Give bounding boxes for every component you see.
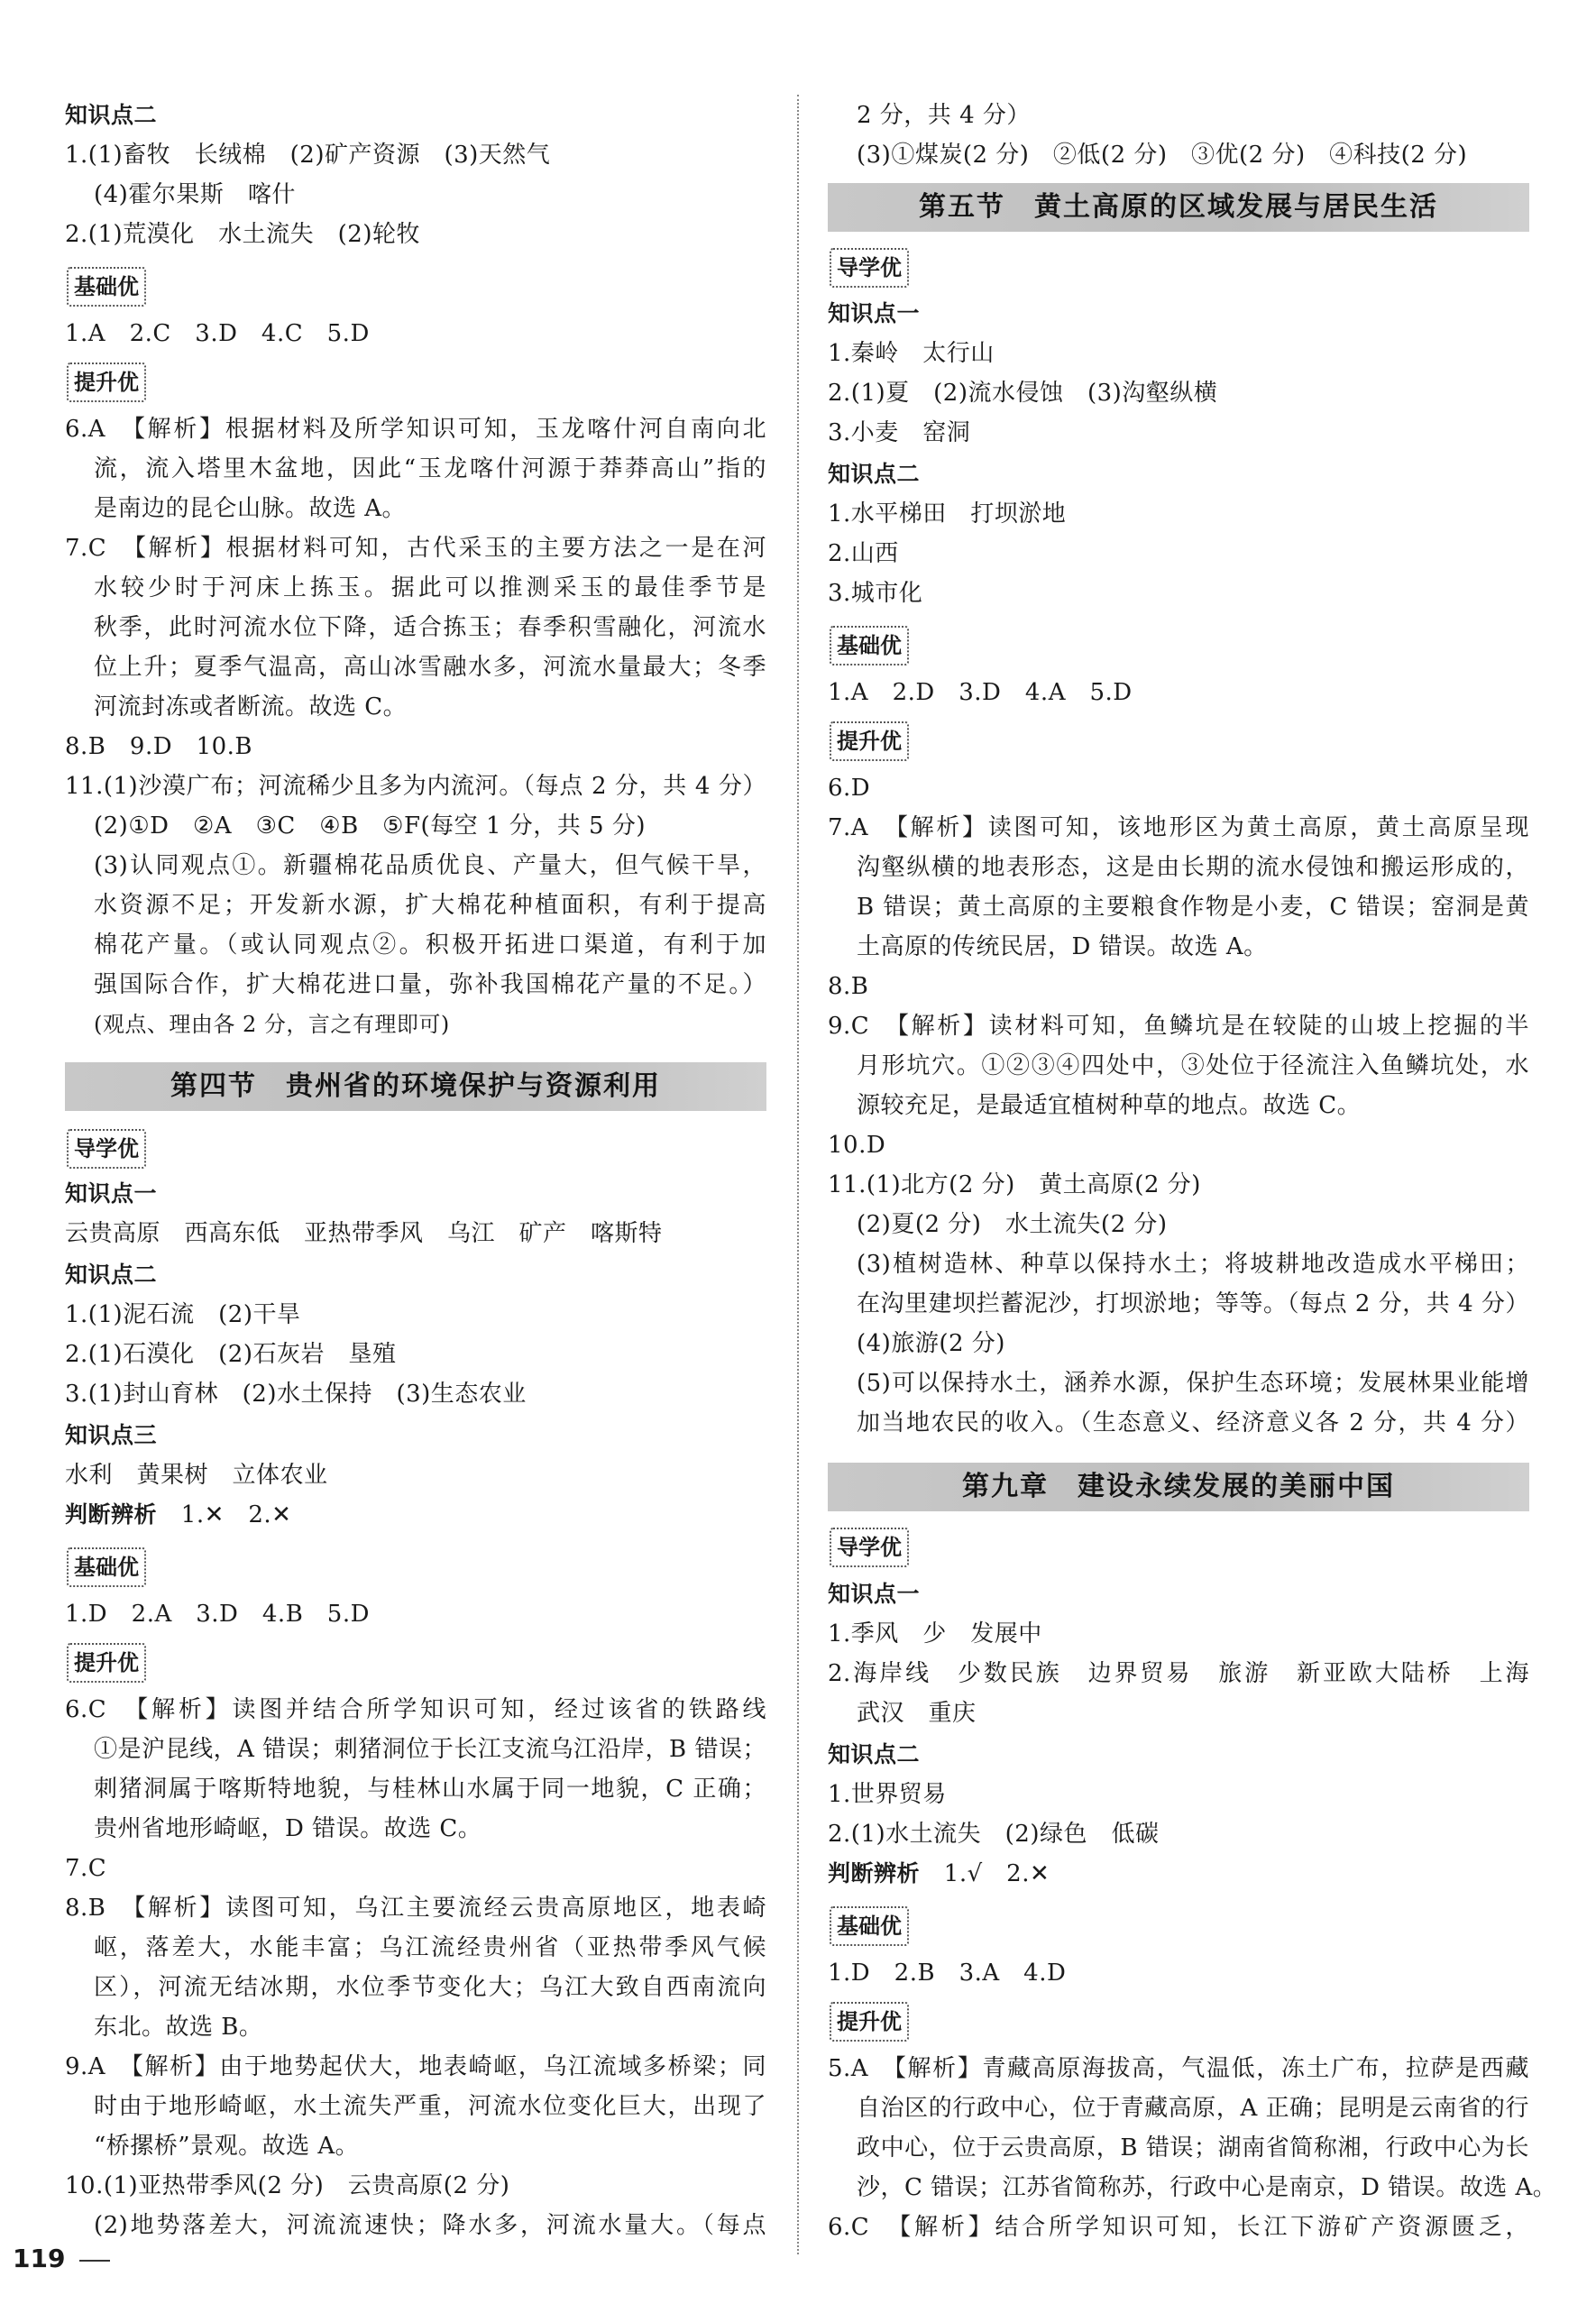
answer-line: 1.D 2.B 3.A 4.D bbox=[828, 1960, 1067, 1987]
answer-line: 7.C bbox=[65, 1855, 107, 1882]
answer-line: 贵州省地形崎岖，D 错误。故选 C。 bbox=[94, 1815, 482, 1842]
answer-line: (观点、理由各 2 分，言之有理即可) bbox=[94, 1012, 450, 1037]
answer-line: 2.(1)夏 (2)流水侵蚀 (3)沟壑纵横 bbox=[828, 380, 1218, 407]
answer-line: 水资源不足；开发新水源，扩大棉花种植面积，有利于提高 bbox=[94, 892, 766, 919]
answer-line: 云贵高原 西高东低 亚热带季风 乌江 矿产 喀斯特 bbox=[65, 1220, 663, 1247]
answer-line: 时由于地形崎岖，水土流失严重，河流水位变化巨大，出现了 bbox=[94, 2093, 766, 2120]
answer-line: 3.(1)封山育林 (2)水土保持 (3)生态农业 bbox=[65, 1381, 527, 1408]
answer-line: 是南边的昆仑山脉。故选 A。 bbox=[94, 495, 407, 522]
answer-line: 土高原的传统民居，D 错误。故选 A。 bbox=[857, 933, 1268, 960]
answer-line: 政中心，位于云贵高原，B 错误；湖南省简称湘，行政中心为长 bbox=[857, 2134, 1529, 2162]
answer-line: 2.(1)水土流失 (2)绿色 低碳 bbox=[828, 1821, 1160, 1848]
answer-line: 8.B 9.D 10.B bbox=[65, 733, 253, 760]
answer-line: 1.季风 少 发展中 bbox=[828, 1620, 1042, 1648]
answer-line: 刺猪洞属于喀斯特地貌，与桂林山水属于同一地貌，C 正确； bbox=[94, 1776, 766, 1803]
answer-line: 9.A 【解析】由于地势起伏大，地表崎岖，乌江流域多桥梁；同 bbox=[65, 2053, 766, 2080]
badge-jichu: 基础优 bbox=[830, 1906, 909, 1946]
answer-line: 河流封冻或者断流。故选 C。 bbox=[94, 693, 408, 721]
answer-line: 1.(1)畜牧 长绒棉 (2)矿产资源 (3)天然气 bbox=[65, 142, 551, 169]
answer-line: 东北。故选 B。 bbox=[94, 2014, 263, 2041]
badge-tisheng: 提升优 bbox=[830, 2002, 909, 2042]
judge-answers: 1.✕ 2.✕ bbox=[180, 1501, 292, 1528]
answer-line: 1.D 2.A 3.D 4.B 5.D bbox=[65, 1601, 370, 1628]
answer-line: 11.(1)北方(2 分) 黄土高原(2 分) bbox=[828, 1171, 1201, 1198]
section-label: 知识点一 bbox=[828, 1581, 921, 1607]
page-number: 119 bbox=[13, 2244, 66, 2273]
judge-line bbox=[65, 1499, 291, 1531]
answer-line: 2.山西 bbox=[828, 540, 899, 567]
answer-line: 流，流入塔里木盆地，因此“玉龙喀什河源于莽莽高山”指的 bbox=[94, 455, 766, 482]
badge-daoxue: 导学优 bbox=[830, 248, 909, 288]
judge-label: 判断辨析 bbox=[828, 1860, 921, 1886]
answer-line: 棉花产量。（或认同观点②。积极开拓进口渠道，有利于加 bbox=[94, 932, 766, 959]
judge-label: 判断辨析 bbox=[65, 1501, 158, 1528]
section-label: 知识点二 bbox=[828, 1741, 921, 1767]
section-label: 知识点二 bbox=[65, 1262, 158, 1288]
judge-line bbox=[828, 1858, 1050, 1890]
answer-line: 7.A 【解析】读图可知，该地形区为黄土高原，黄土高原呈现 bbox=[828, 814, 1529, 841]
answer-line: 水较少时于河床上拣玉。据此可以推测采玉的最佳季节是 bbox=[94, 574, 766, 601]
judge-answers: 1.√ 2.✕ bbox=[943, 1860, 1050, 1887]
section-title-band: 第四节 贵州省的环境保护与资源利用 bbox=[65, 1062, 766, 1111]
answer-line: 沙，C 错误；江苏省简称苏，行政中心是南京，D 错误。故选 A。 bbox=[857, 2174, 1557, 2201]
answer-line: 10.(1)亚热带季风(2 分) 云贵高原(2 分) bbox=[65, 2172, 510, 2199]
answer-line: 强国际合作，扩大棉花进口量，弥补我国棉花产量的不足。） bbox=[94, 971, 766, 998]
answer-line: 区），河流无结冰期，水位季节变化大；乌江大致自西南流向 bbox=[94, 1974, 766, 2001]
answer-line: 2.海岸线 少数民族 边界贸易 旅游 新亚欧大陆桥 上海 bbox=[828, 1660, 1529, 1687]
badge-tisheng: 提升优 bbox=[830, 721, 909, 761]
badge-tisheng: 提升优 bbox=[67, 363, 146, 402]
answer-line: 9.C 【解析】读材料可知，鱼鳞坑是在较陡的山坡上挖掘的半 bbox=[828, 1013, 1529, 1040]
badge-jichu: 基础优 bbox=[830, 626, 909, 665]
answer-line: 1.水平梯田 打坝淤地 bbox=[828, 500, 1067, 528]
answer-line: 10.D bbox=[828, 1132, 886, 1159]
answer-line: 5.A 【解析】青藏高原海拔高，气温低，冻土广布，拉萨是西藏 bbox=[828, 2055, 1529, 2082]
badge-jichu: 基础优 bbox=[67, 267, 146, 307]
answer-line: 6.C 【解析】结合所学知识可知，长江下游矿产资源匮乏， bbox=[828, 2214, 1529, 2241]
answer-line: 月形坑穴。①②③④四处中，③处位于径流注入鱼鳞坑处，水 bbox=[857, 1052, 1529, 1079]
page-number-dash bbox=[79, 2260, 110, 2262]
answer-line: 8.B bbox=[828, 973, 869, 1000]
answer-line: 6.C 【解析】读图并结合所学知识可知，经过该省的铁路线 bbox=[65, 1696, 766, 1723]
answer-line: 11.(1)沙漠广布；河流稀少且多为内流河。（每点 2 分，共 4 分） bbox=[65, 773, 766, 800]
answer-line: (2)夏(2 分) 水土流失(2 分) bbox=[857, 1211, 1168, 1238]
answer-line: 源较充足，是最适宜植树种草的地点。故选 C。 bbox=[857, 1092, 1362, 1119]
badge-tisheng: 提升优 bbox=[67, 1643, 146, 1683]
answer-line: (4)霍尔果斯 喀什 bbox=[94, 181, 296, 208]
answer-line: 自治区的行政中心，位于青藏高原，A 正确；昆明是云南省的行 bbox=[857, 2095, 1529, 2122]
badge-daoxue: 导学优 bbox=[67, 1129, 146, 1169]
answer-line: 1.秦岭 太行山 bbox=[828, 340, 995, 367]
answer-line: 3.城市化 bbox=[828, 580, 923, 607]
section-label: 知识点二 bbox=[65, 102, 158, 128]
section-label: 知识点一 bbox=[828, 300, 921, 326]
answer-line: 7.C 【解析】根据材料可知，古代采玉的主要方法之一是在河 bbox=[65, 535, 766, 562]
answer-line: 1.A 2.C 3.D 4.C 5.D bbox=[65, 320, 370, 347]
answer-line: 2 分，共 4 分） bbox=[857, 102, 1031, 129]
answer-line: 在沟里建坝拦蓄泥沙，打坝淤地；等等。（每点 2 分，共 4 分） bbox=[857, 1290, 1529, 1317]
answer-line: 6.A 【解析】根据材料及所学知识可知，玉龙喀什河自南向北 bbox=[65, 416, 766, 443]
answer-line: ①是沪昆线，A 错误；刺猪洞位于长江支流乌江沿岸，B 错误； bbox=[94, 1736, 766, 1763]
answer-line: 1.(1)泥石流 (2)干旱 bbox=[65, 1301, 301, 1328]
section-label: 知识点一 bbox=[65, 1180, 158, 1207]
answer-line: 2.(1)石漠化 (2)石灰岩 垦殖 bbox=[65, 1341, 397, 1368]
answer-line: 位上升；夏季气温高，高山冰雪融水多，河流水量最大；冬季 bbox=[94, 654, 766, 681]
answer-line: (3)认同观点①。新疆棉花品质优良、产量大，但气候干旱， bbox=[94, 852, 766, 879]
answer-line: 1.世界贸易 bbox=[828, 1781, 947, 1808]
chapter-title-band: 第九章 建设永续发展的美丽中国 bbox=[828, 1463, 1529, 1511]
column-divider bbox=[797, 95, 799, 2254]
answer-line: 沟壑纵横的地表形态，这是由长期的流水侵蚀和搬运形成的， bbox=[857, 854, 1529, 881]
answer-line: 6.D bbox=[828, 775, 871, 802]
answer-line: 2.(1)荒漠化 水土流失 (2)轮牧 bbox=[65, 221, 420, 248]
answer-line: (4)旅游(2 分) bbox=[857, 1330, 1005, 1357]
answer-line: 3.小麦 窑洞 bbox=[828, 419, 971, 446]
answer-line: (5)可以保持水土，涵养水源，保护生态环境；发展林果业能增 bbox=[857, 1370, 1529, 1397]
answer-line: “桥摞桥”景观。故选 A。 bbox=[94, 2133, 360, 2160]
answer-line: 8.B 【解析】读图可知，乌江主要流经云贵高原地区，地表崎 bbox=[65, 1895, 766, 1922]
answer-line: 加当地农民的收入。（生态意义、经济意义各 2 分，共 4 分） bbox=[857, 1409, 1529, 1436]
answer-line: 秋季，此时河流水位下降，适合拣玉；春季积雪融化，河流水 bbox=[94, 614, 766, 641]
answer-line: B 错误；黄土高原的主要粮食作物是小麦，C 错误；窑洞是黄 bbox=[857, 894, 1529, 921]
answer-line: (3)①煤炭(2 分) ②低(2 分) ③优(2 分) ④科技(2 分) bbox=[857, 142, 1468, 169]
section-label: 知识点三 bbox=[65, 1422, 158, 1448]
answer-line: 1.A 2.D 3.D 4.A 5.D bbox=[828, 679, 1133, 706]
answer-line: 水利 黄果树 立体农业 bbox=[65, 1462, 328, 1489]
badge-daoxue: 导学优 bbox=[830, 1528, 909, 1567]
section-label: 知识点二 bbox=[828, 461, 921, 487]
answer-line: (3)植树造林、种草以保持水土；将坡耕地改造成水平梯田； bbox=[857, 1251, 1529, 1278]
answer-line: (2)①D ②A ③C ④B ⑤F(每空 1 分，共 5 分) bbox=[94, 812, 646, 840]
answer-line: 武汉 重庆 bbox=[857, 1700, 977, 1727]
section-title-band: 第五节 黄土高原的区域发展与居民生活 bbox=[828, 183, 1529, 232]
answer-line: (2)地势落差大，河流流速快；降水多，河流水量大。（每点 bbox=[94, 2212, 766, 2239]
answer-line: 岖，落差大，水能丰富；乌江流经贵州省（亚热带季风气候 bbox=[94, 1934, 766, 1961]
badge-jichu: 基础优 bbox=[67, 1547, 146, 1587]
